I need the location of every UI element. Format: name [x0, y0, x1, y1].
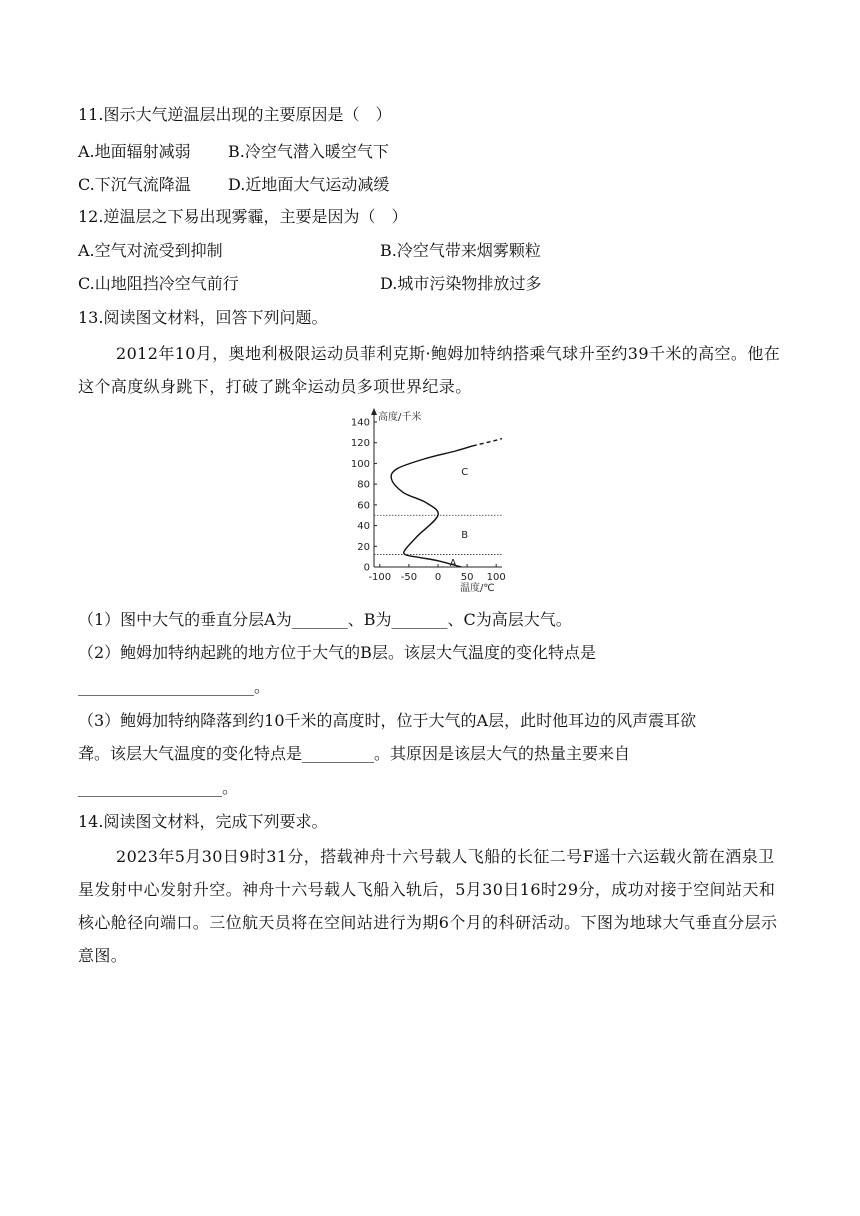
x-tick-label: -50: [400, 572, 418, 583]
q12-option-c: C.山地阻挡冷空气前行: [78, 274, 239, 293]
q14-material: [78, 840, 786, 972]
layer-label-a: A: [449, 557, 457, 569]
q11-option-b: B.冷空气潜入暖空气下: [228, 142, 389, 161]
q13-sub3-line1: （3）鲍姆加特纳降落到约10千米的高度时，位于大气的A层，此时他耳边的风声震耳欲: [78, 711, 697, 730]
y-tick-label: 80: [357, 479, 370, 491]
temperature-curves: [391, 439, 502, 567]
y-axis-label: 高度/千米: [378, 412, 422, 423]
y-tick-label: 0: [363, 562, 370, 574]
chart-plot-area: [351, 408, 506, 594]
y-tick-label: 140: [350, 417, 370, 429]
y-tick-label: 120: [350, 438, 370, 450]
q13-sub3-line3: __________________。: [78, 778, 239, 797]
q13-sub3-line2: 聋。该层大气温度的变化特点是_________。其原因是该层大气的热量主要来自: [78, 744, 631, 763]
q12-option-d: D.城市污染物排放过多: [380, 274, 542, 293]
q13-material-text: 2012年10月，奥地利极限运动员菲利克斯·鲍姆加特纳搭乘气球升至约39千米的高空。他在这个高度纵身跳下，打破了跳伞运动员多项世界纪录。: [78, 344, 781, 396]
q14-stem: 14.阅读图文材料，完成下列要求。: [78, 812, 328, 831]
q11-option-a: A.地面辐射减弱: [78, 142, 191, 161]
q11-option-c: C.下沉气流降温: [78, 175, 191, 194]
q12-option-b: B.冷空气带来烟雾颗粒: [380, 241, 541, 260]
x-tick-label: -100: [368, 572, 392, 583]
x-tick-label: 0: [434, 572, 442, 583]
x-tick-label: 50: [460, 572, 474, 583]
temperature-curve-dashed: [473, 439, 502, 446]
y-tick-labels: [351, 418, 377, 574]
q13-sub2-line1: （2）鲍姆加特纳起跳的地方位于大气的B层。该层大气温度的变化特点是: [78, 643, 596, 662]
y-tick-label: 20: [357, 541, 370, 553]
q11-stem: 11.图示大气逆温层出现的主要原因是（ ）: [78, 105, 392, 124]
temperature-curve: [391, 446, 473, 567]
y-tick-label: 60: [357, 500, 370, 512]
q13-material: [78, 337, 786, 403]
x-axis-label: 温度/℃: [460, 583, 495, 594]
q13-sub2-line2: ______________________。: [78, 677, 271, 696]
q13-stem: 13.阅读图文材料，回答下列问题。: [78, 308, 328, 327]
y-tick-label: 40: [357, 521, 370, 533]
layer-boundaries: [374, 515, 502, 554]
layer-label-b: B: [461, 530, 469, 541]
q13-sub1: （1）图中大气的垂直分层A为_______、B为_______、C为高层大气。: [78, 610, 572, 629]
q14-material-text: 2023年5月30日9时31分，搭载神舟十六号载人飞船的长征二号F遥十六运载火箭在酒泉卫星发射中心发射升空。神舟十六号载人飞船入轨后，5月30日16时29分，成功对接于空间站天和核心舱径向端口。三位航天员将在空间站进行为期6个月的科研活动。下图为地球大气垂直分层示意图。: [78, 847, 778, 965]
x-tick-label: 100: [486, 572, 506, 583]
q12-option-a: A.空气对流受到抑制: [78, 241, 223, 260]
q12-stem: 12.逆温层之下易出现雾霾，主要是因为（ ）: [78, 207, 408, 226]
y-tick-label: 100: [350, 458, 370, 470]
y-axis-arrow: [371, 408, 377, 415]
q11-option-d: D.近地面大气运动减缓: [228, 175, 390, 194]
layer-label-c: C: [461, 466, 469, 478]
atmosphere-temperature-chart: [340, 405, 520, 597]
